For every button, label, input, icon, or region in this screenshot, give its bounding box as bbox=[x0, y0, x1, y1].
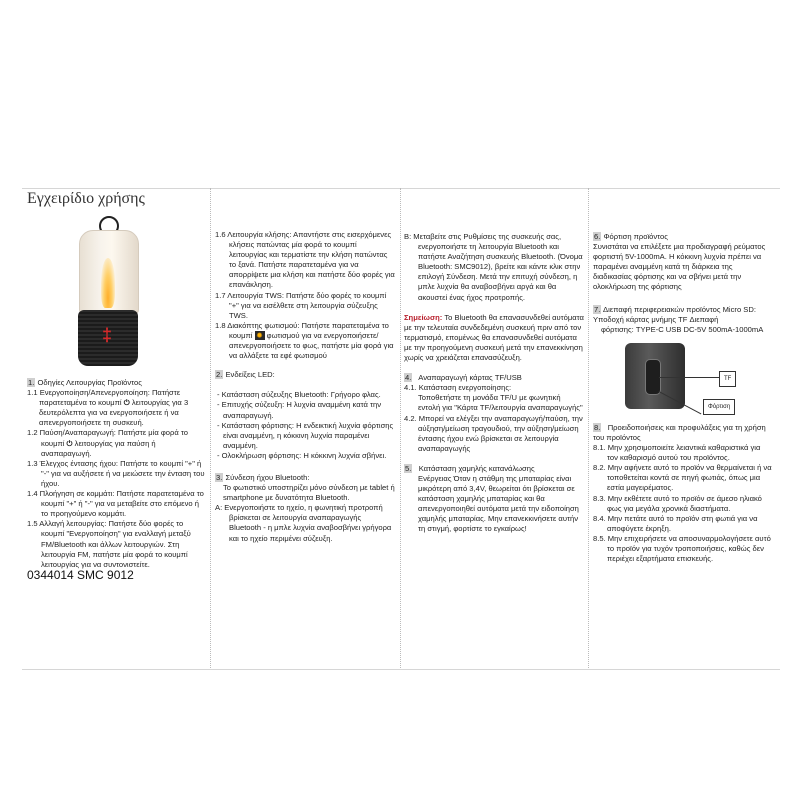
column-2 bbox=[215, 230, 395, 544]
section-7-heading: 7. Διεπαφή περιφερειακών προϊόντος Micro SD: bbox=[594, 304, 756, 314]
section-3-step-b: B: Μεταβείτε στις Ρυθμίσεις της συσκευής σας, ενεργοποιήστε τη λειτουργία Bluetooth και πατήστε Αναζήτηση συσκευής Bluetooth. (Όνομα Bluetooth: SMC9012), βρείτε και κάντε κλικ στην επιλογή Σύνδεση. Μετά την επιτυχή σύνδεση, η μπλε λυχνία θα αναβοσβήνει αργά και θα ακουστεί ένας ήχος προτροπής. bbox=[404, 232, 583, 302]
section-7-text-cont: φόρτισης: TYPE-C USB DC-5V 500mA-1000mA bbox=[601, 324, 764, 334]
section-2-heading: 2. Ενδείξεις LED: bbox=[216, 370, 275, 380]
item-1-1: 1.1 Ενεργοποίηση/Απενεργοποίηση: Πατήστε bbox=[27, 388, 181, 398]
section-3-heading: 3. Σύνδεση ήχου Bluetooth: bbox=[216, 472, 310, 482]
item-1-3: 1.3 Έλεγχος έντασης ήχου: Πατήστε το κουμπί "+" ή "-" για να αυξήσετε ή να μειώσετε την ένταση του ήχου. bbox=[27, 458, 205, 488]
lamp-product-image bbox=[69, 216, 149, 366]
power-icon: ⏻ bbox=[66, 438, 73, 448]
section-3-text: Το φωτιστικό υποστηρίζει μόνο σύνδεση με tablet ή smartphone με δυνατότητα Bluetooth. bbox=[223, 483, 395, 503]
item-1-4: 1.4 Πλοήγηση σε κομμάτι: Πατήστε παρατεταμένα το κουμπί "+" ή "-" για να μεταβείτε στο επόμενο ή το προηγούμενο κομμάτι. bbox=[27, 489, 204, 519]
section-3-step-a: A: Ενεργοποιήστε το ηχείο, η φωνητική προτροπή βρίσκεται σε λειτουργία αναπαραγωγής Bluetooth - η μπλε λυχνία αναβοσβήνει γρήγορα και το ηχείο περιμένει σύζευξη. bbox=[215, 503, 392, 543]
ports-image bbox=[625, 343, 775, 413]
column-divider bbox=[210, 188, 211, 668]
lamp-flame bbox=[101, 258, 115, 308]
section-6-text: Συνιστάται να επιλέξετε μια προδιαγραφή ρεύματος φορτιστή 5V-1000mA. Η κόκκινη λυχνία πρέπει να παραμένει αναμμένη κατά τη διάρκεια της διαδικασίας φόρτισης και να σβήνει μετά την ολοκλήρωση της φόρτισης bbox=[593, 242, 766, 292]
section-1-heading: 1. Οδηγίες Λειτουργίας Προϊόντος bbox=[28, 378, 142, 387]
column-3 bbox=[404, 232, 584, 535]
warning-item: 8.4. Μην πετάτε αυτό το προϊόν στη φωτιά για να αποφύγετε έκρηξη. bbox=[593, 513, 758, 533]
item-4-1: 4.1. Κατάσταση ενεργοποίησης: bbox=[404, 383, 512, 393]
item-1-8: 1.8 Διακόπτης φωτισμού: Πατήστε παρατεταμένα το κουμπί ✹ φωτισμού για να ενεργοποιήσετε/απενεργοποιήσετε το φως, πατήστε μία φορά για να αλλάξετε τα εφέ φωτισμού bbox=[215, 320, 394, 361]
plus-button-icon: ‡ bbox=[102, 325, 113, 345]
power-icon: ⏻ bbox=[123, 398, 130, 408]
device-side bbox=[625, 343, 685, 409]
section-8-heading: 8. Προειδοποιήσεις και προφυλάξεις για τη χρήση του προϊόντος bbox=[593, 422, 766, 442]
note-label: Σημείωση: bbox=[404, 312, 443, 322]
warning-item: 8.3. Μην εκθέτετε αυτό το προϊόν σε άμεσο ηλιακό φως για μεγάλα χρονικά διαστήματα. bbox=[593, 493, 762, 513]
warning-item: 8.2. Μην αφήνετε αυτό το προϊόν να θερμαίνεται ή να τοποθετείται κοντά σε πηγή φωτιάς, όπως μια εστία μαγειρέματος. bbox=[593, 463, 772, 493]
led-item: - Κατάσταση σύζευξης Bluetooth: Γρήγορο φλας. bbox=[217, 390, 381, 400]
item-1-1-cont: παρατεταμένα το κουμπί ⏻ λειτουργίας για 3 δευτερόλεπτα για να ενεργοποιήσετε ή να απενεργοποιήσετε τη συσκευή. bbox=[39, 398, 189, 428]
column-4 bbox=[593, 232, 773, 564]
manual-title: Εγχειρίδιο χρήσης bbox=[27, 190, 145, 207]
warning-item: 8.5. Μην επιχειρήσετε να αποσυναρμολογήσετε αυτό το προϊόν για τυχόν τροποποιήσεις, καθώς δεν περιέχει εξαρτήματα επισκευής. bbox=[593, 533, 771, 564]
column-divider bbox=[400, 188, 401, 668]
charging-label: Φόρτιση bbox=[703, 399, 735, 415]
section-7-text: Υποδοχή κάρτας μνήμης TF Διεπαφή bbox=[593, 314, 719, 324]
callout-line bbox=[659, 377, 719, 378]
tf-label: TF bbox=[719, 371, 736, 387]
section-6-heading: 6. Φόρτιση προϊόντος bbox=[594, 232, 668, 241]
speaker-base bbox=[78, 310, 138, 366]
warning-item: 8.1. Μην χρησιμοποιείτε λειαντικά καθαριστικά για τον καθαρισμό αυτού του προϊόντος. bbox=[593, 443, 761, 463]
item-1-6: 1.6 Λειτουργία κλήσης: Απαντήστε στις εισερχόμενες κλήσεις πατώντας μία φορά το κουμπί λειτουργίας και τερματίστε την κλήση πατώντας το ξανά. Πατήστε παρατεταμένα για να απορρίψετε μια κλήση και πατήστε δύο φορές για επανάκληση. bbox=[215, 230, 395, 290]
item-4-1-text: Τοποθετήστε τη μονάδα TF/U με φωνητική εντολή για "Κάρτα TF/λειτουργία αναπαραγωγής" bbox=[418, 393, 583, 413]
light-icon: ✹ bbox=[256, 330, 263, 340]
note: Σημείωση: Το Bluetooth θα επανασυνδεθεί αυτόματα με την τελευταία συνδεδεμένη συσκευή πριν από τον τερματισμό, επομένως θα επανασυνδεθεί αυτόματα με την προηγούμενη συσκευή μετά την επανεκκίνηση χωρίς να χρειάζεται επανασύζευξη. bbox=[404, 312, 584, 363]
item-1-2: 1.2 Παύση/Αναπαραγωγή: Πατήστε μία φορά το κουμπί ⏻ λειτουργίας για παύση ή αναπαραγωγή. bbox=[27, 428, 188, 458]
led-item: - Επιτυχής σύζευξη: Η λυχνία αναμμένη κατά την αναπαραγωγή. bbox=[217, 400, 382, 420]
model-number: 0344014 SMC 9012 bbox=[27, 567, 134, 582]
section-5-heading: 5. Κατάσταση χαμηλής κατανάλωσης bbox=[405, 463, 535, 473]
column-divider bbox=[588, 188, 589, 668]
led-item: - Ολοκλήρωση φόρτισης: Η κόκκινη λυχνία σβήνει. bbox=[217, 450, 387, 460]
section-4-heading: 4. Αναπαραγωγή κάρτας TF/USB bbox=[405, 373, 522, 383]
led-list bbox=[215, 390, 395, 461]
item-4-2: 4.2. Μπορεί να ελέγξει την αναπαραγωγή/παύση, την αύξηση/μείωση τραγουδιού, την αύξηση/μείωση έντασης ήχου ενώ βρίσκεται σε λειτουργία αναπαραγωγής bbox=[404, 413, 583, 453]
item-1-5: 1.5 Αλλαγή λειτουργίας: Πατήστε δύο φορές το κουμπί "Ενεργοποίηση" για εναλλαγή μεταξύ FM/Bluetooth και άλλων λειτουργιών. Στη λειτουργία FM, πατήστε μία φορά το κουμπί λειτουργίας για να συντονιστείτε. bbox=[27, 519, 191, 569]
led-item: - Κατάσταση φόρτισης: Η ενδεικτική λυχνία φόρτισης είναι αναμμένη, η κόκκινη λυχνία παραμένει αναμμένη. bbox=[217, 420, 394, 450]
item-1-7: 1.7 Λειτουργία TWS: Πατήστε δύο φορές το κουμπί "+" για να εισέλθετε στη λειτουργία σύζευξης TWS. bbox=[215, 290, 387, 320]
column-1 bbox=[27, 190, 207, 580]
section-5-text: Ενέργειας Όταν η στάθμη της μπαταρίας είναι μικρότερη από 3,4V, θεωρείται ότι βρίσκεται σε κατάσταση χαμηλής μπαταρίας και θα απενεργοποιηθεί αυτόματα μετά την ειδοποίηση χαμηλής μπαταρίας. Μην επανεκκινήσετε αυτήν τη στιγμή, φορτίστε το εγκαίρως! bbox=[418, 473, 579, 534]
